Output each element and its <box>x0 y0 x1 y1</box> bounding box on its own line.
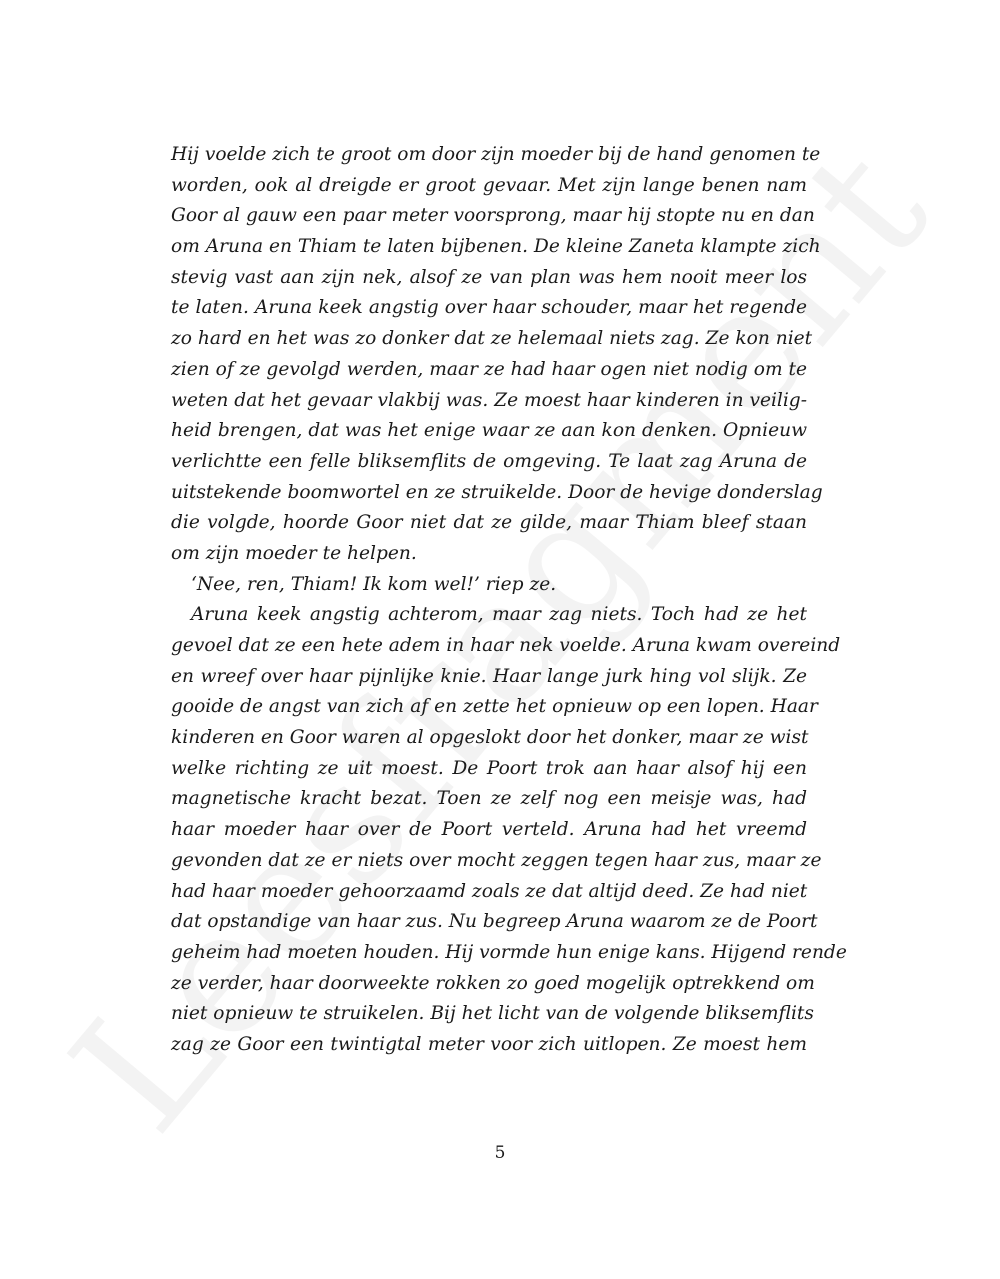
page-number: 5 <box>494 1143 506 1163</box>
text-line: niet opnieuw te struikelen. Bij het licht van de volgende bliksemflits <box>171 1003 814 1025</box>
text-line: had haar moeder gehoorzaamd zoals ze dat altijd deed. Ze had niet <box>171 880 808 902</box>
text-line: gevoel dat ze een hete adem in haar nek voelde. Aruna kwam overeind <box>171 635 841 656</box>
text-line: te laten. Aruna keek angstig over haar schouder, maar het regende <box>171 297 807 319</box>
text-line: die volgde, hoorde Goor niet dat ze gilde, maar Thiam bleef staan <box>171 512 807 534</box>
text-line: gevonden dat ze er niets over mocht zeggen tegen haar zus, maar ze <box>171 849 822 871</box>
text-line: weten dat het gevaar vlakbij was. Ze moest haar kinderen in veilig- <box>171 389 807 411</box>
text-line: om Aruna en Thiam te laten bijbenen. De kleine Zaneta klampte zich <box>171 236 821 258</box>
dialogue-line: ‘Nee, ren, Thiam! Ik kom wel!’ riep ze. <box>191 573 557 595</box>
text-line: Goor al gauw een paar meter voorsprong, maar hij stopte nu en dan <box>171 205 815 227</box>
body-text <box>171 140 847 1061</box>
text-line: uitstekende boomwortel en ze struikelde. Door de hevige donderslag <box>171 481 823 503</box>
text-line: heid brengen, dat was het enige waar ze aan kon denken. Opnieuw <box>171 420 807 442</box>
text-line: zo hard en het was zo donker dat ze helemaal niets zag. Ze kon niet <box>171 328 813 350</box>
text-line: magnetische kracht bezat. Toen ze zelf nog een meisje was, had <box>171 788 807 810</box>
text-line: om zijn moeder te helpen. <box>171 542 417 564</box>
text-line: welke richting ze uit moest. De Poort trok aan haar alsof hij een <box>171 757 807 779</box>
text-line: stevig vast aan zijn nek, alsof ze van plan was hem nooit meer los <box>171 266 807 288</box>
text-line: worden, ook al dreigde er groot gevaar. Met zijn lange benen nam <box>171 174 807 196</box>
text-line: gooide de angst van zich af en zette het opnieuw op een lopen. Haar <box>171 696 818 718</box>
text-line: zien of ze gevolgd werden, maar ze had haar ogen niet nodig om te <box>171 358 807 380</box>
text-line: haar moeder haar over de Poort verteld. Aruna had het vreemd <box>171 819 807 841</box>
text-line: geheim had moeten houden. Hij vormde hun enige kans. Hijgend rende <box>171 941 847 963</box>
text-line: Hij voelde zich te groot om door zijn moeder bij de hand genomen te <box>171 144 821 165</box>
text-line: ze verder, haar doorweekte rokken zo goed mogelijk optrekkend om <box>171 972 815 994</box>
paragraph-first-line: Aruna keek angstig achterom, maar zag niets. Toch had ze het <box>191 604 807 626</box>
text-line: zag ze Goor een twintigtal meter voor zich uitlopen. Ze moest hem <box>171 1033 807 1055</box>
text-line: kinderen en Goor waren al opgeslokt door het donker, maar ze wist <box>171 727 809 749</box>
text-line: en wreef over haar pijnlijke knie. Haar lange jurk hing vol slijk. Ze <box>171 665 807 687</box>
text-line: verlichtte een felle bliksemflits de omgeving. Te laat zag Aruna de <box>171 450 807 472</box>
text-line: dat opstandige van haar zus. Nu begreep Aruna waarom ze de Poort <box>171 911 818 933</box>
